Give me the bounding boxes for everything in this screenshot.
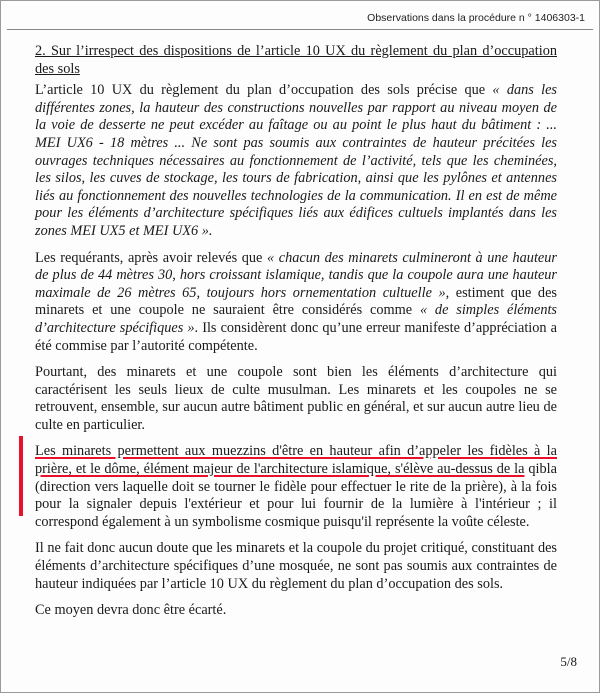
paragraph-pourtant: Pourtant, des minarets et une coupole sont bien les éléments d’architecture qui caractérisent les seuls lieux de culte musulman. Les minarets et les coupoles ne se retrouvent, ensemble, sur aucun autre bâtiment public en général, et sur aucun autre lieu de culte en particulier. [35, 364, 557, 433]
paragraph-conclusion: Il ne fait donc aucun doute que les minarets et la coupole du projet critiqué, constituant des éléments d’architecture spécifiques d’une mosquée, ne sont pas soumis aux contraintes de hauteur indiquées par l’article 10 UX du règlement du plan d’occupation des sols. [35, 540, 557, 592]
paragraph-requerants-part-a: Les requérants, après avoir relevés que [35, 249, 267, 266]
paragraph-final: Ce moyen devra donc être écarté. [35, 602, 227, 619]
highlighted-sentence: Les minarets permettent aux muezzins d'être en hauteur afin d’appeler les fidèles à la prière, et le dôme, élément majeur de l'architecture islamique, s'élève au-dessus de la [35, 443, 557, 478]
document-body [35, 43, 557, 629]
paragraph-article-10-intro: L’article 10 UX du règlement du plan d’occupation des sols précise que [35, 82, 493, 99]
minarets-height-quote: « chacun des minarets culmineront à une hauteur de plus de 44 mètres 30, hors croissant islamique, tandis que la coupole aura une hauteur maximale de 26 mètres 65, toujours hors ornementation cultuelle » [35, 249, 557, 301]
article-10-quote: « dans les différentes zones, la hauteur des constructions nouvelles par rapport au niveau moyen de la voie de desserte ne peut excéder au faîtage ou au point le plus haut du bâtiment : ... MEI UX6 - 18 mètres ... Ne sont pas soumis aux contraintes de hauteur précitées les ouvrages techniques nécessaires au fonctionnement de l’activité, tels que les cheminées, les silos, les cuves de stockage, les tours de fabrication, ainsi que les pylônes et antennes liés au fonctionnement des nouvelles technologies de la communication. Il en est de même pour les éléments d’architecture spécifiques liés aux édifices cultuels implantés dans les zones MEI UX5 et MEI UX6 ». [35, 82, 557, 239]
margin-highlight-bar [19, 436, 23, 516]
paragraph-requerants-part-c: . Ils considèrent donc qu’une erreur manifeste d’appréciation a été commise par l’autorité compétente. [35, 319, 557, 354]
paragraph-article-10 [35, 82, 557, 240]
paragraph-minarets-role [35, 443, 557, 531]
procedure-reference: Observations dans la procédure n ° 1406303-1 [367, 12, 585, 24]
page-number: 5/8 [560, 654, 577, 669]
architecture-quote: « de simples éléments d’architecture spécifiques » [35, 302, 558, 336]
section-heading: 2. Sur l’irrespect des dispositions de l’article 10 UX du règlement du plan d’occupation des sols [35, 43, 557, 77]
header-divider [7, 29, 593, 30]
paragraph-minarets-role-rest: qibla (direction vers laquelle doit se tourner le fidèle pour effectuer le rite de la prière), à la fois pour la signaler depuis l'extérieur et pour lui fournir de la lumière à l'intérieur ; il correspond également à un symbolisme cosmique puisqu'il représente la voûte céleste. [35, 461, 557, 530]
paragraph-requerants [35, 250, 557, 356]
paragraph-requerants-part-b: , estiment que des minarets et une coupole ne sauraient être considérés comme [35, 284, 557, 319]
